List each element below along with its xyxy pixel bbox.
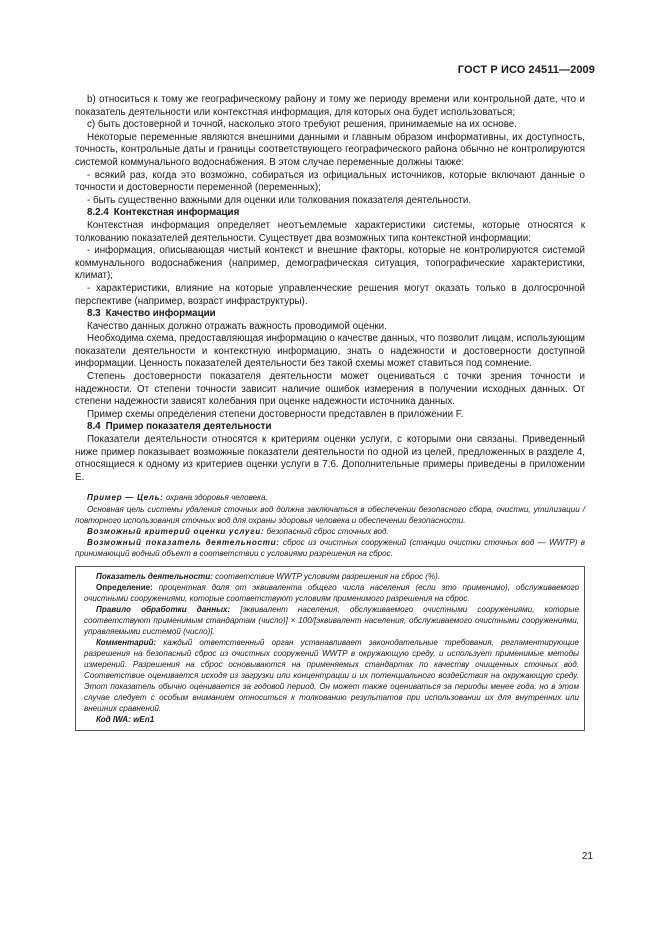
box-comment <box>84 637 579 714</box>
section-title: Качество информации <box>105 308 216 320</box>
criterion-label: Возможный критерий оценки услуги: <box>87 526 265 536</box>
example-block <box>75 492 585 559</box>
list-item: - всякий раз, когда это возможно, собираться из официальных источников, которые включают данные о точности и достоверности переменной (переменных); <box>75 169 585 194</box>
box-iwa-code: Код IWA: wEn1 <box>96 714 155 724</box>
indicator-text: сброс из очистных сооружений (станции очистки сточных вод — WWTP) в принимающий водный объект в соответствии с условиями разрешения на сброс. <box>75 537 585 558</box>
paragraph: c) быть достоверной и точной, насколько этого требуют решения, принимаемые на их основе. <box>87 119 517 131</box>
box-definition-text: процентная доля от эквивалента общего числа населения (если это применимо), обслуживаемого очистными сооружениями, которые соответствуют условиям применимого разрешения на сброс. <box>84 582 579 603</box>
box-indicator <box>84 571 579 582</box>
paragraph: b) относиться к тому же географическому району и тому же периоду времени или контрольной дате, что и показатель деятельности или контекстная информация, для которых она будет использоваться; <box>75 94 585 118</box>
paragraph: Некоторые переменные являются внешними данными и главным образом информативны, их доступность, точность, контрольные даты и границы соответствующего географического района обычно не контролируются системой коммунального водоснабжения. В этом случае переменные должны также: <box>75 131 585 168</box>
page-number: 21 <box>581 851 593 862</box>
main-text <box>75 94 585 731</box>
paragraph: Степень достоверности показателя деятельности может оцениваться с точки зрения точности и надежности. От степени точности зависит наличие ошибок измерения в получении исходных данных. От степени надежности зависят колебания при оценке надежности источника данных. <box>75 371 585 408</box>
indicator-definition-box <box>75 566 585 731</box>
section-number: 8.3 <box>87 308 101 320</box>
paragraph: Пример схемы определения степени достоверности представлен в приложении F. <box>87 408 464 420</box>
box-indicator-text: соответствие WWTP условиям разрешения на сброс (%). <box>212 571 441 581</box>
example-label: Пример — Цель: <box>87 493 164 503</box>
paragraph: Качество данных должно отражать важность проводимой оценки. <box>87 320 387 332</box>
section-title: Контекстная информация <box>113 207 240 219</box>
list-item: - характеристики, влияние на которые управленческие решения могут оказать только в долгосрочной перспективе (например, возраст инфраструктуры). <box>75 282 585 307</box>
paragraph: Показатели деятельности относятся к критериям оценки услуги, с которыми они связаны. Приведенный ниже пример показывает возможные показатели деятельности по одной из целей, предложенных в разделе 4, относящиеся к одному из критериев оценки услуги в 7.6. Дополнительные примеры приведены в приложении Е. <box>75 434 585 483</box>
section-heading-8-2-4 <box>75 207 585 220</box>
example-paragraph: Основная цель системы удаления сточных вод должна заключаться в обеспечении безопасного сбора, очистки, утилизации /повторного использования сточных вод для охраны здоровья человека и обеспечении безопасности. <box>75 504 585 525</box>
section-heading-8-4 <box>75 421 585 434</box>
box-rule-text: [эквивалент населения, обслуживаемого очистными сооружениями, которые соответствуют применимым стандартам (число)] × 100/[эквивалент населения, обслуживаемого очистными сооружениями, управляемыми системой (число)]. <box>84 604 579 636</box>
example-goal-text: охрана здоровья человека. <box>163 493 268 503</box>
section-heading-8-3 <box>75 308 585 321</box>
box-comment-text: каждый ответственный орган устанавливает законодательные требования, регламентирующие разрешения на безопасный сброс из очистных сооружений WWTP в окружающую среду, и использует применимые методы измерений. Разрешения на сброс основываются на применяемых стандартах по качеству очищенных сточных вод. Соответствие оценивается исходя из загрузки или концентрации и их потенциального воздействия на окружающую среду. Этот показатель обычно оценивается за годовой период. Он может также оцениваться за периоды менее года, но в этом случае следует с особым вниманием относиться к толкованию результатов при использовании их для внутренних или внешних сравнений. <box>84 637 579 713</box>
section-title: Пример показателя деятельности <box>105 421 272 433</box>
box-comment-label: Комментарий: <box>96 637 157 647</box>
paragraph: Необходима схема, предоставляющая информацию о качестве данных, что позволит лицам, использующим показатели деятельности и контекстную информацию, знать о надежности и достоверности доступной информации. Ценность показателей деятельности без такой схемы может ставиться под сомнение. <box>75 333 585 370</box>
example-goal <box>75 492 585 503</box>
box-definition-label: Определение: <box>96 582 153 592</box>
example-indicator <box>75 537 585 559</box>
list-item: - быть существенно важными для оценки или толкования показателя деятельности. <box>87 194 472 206</box>
box-indicator-label: Показатель деятельности: <box>96 571 213 581</box>
box-definition <box>84 582 579 604</box>
page-header-standard: ГОСТ Р ИСО 24511—2009 <box>457 64 595 76</box>
list-item: - информация, описывающая чистый контекст и внешние факторы, которые не контролируются системой коммунального водоснабжения (например, демографическая ситуация, топографические характеристики, климат); <box>75 245 585 282</box>
box-rule <box>84 604 579 637</box>
indicator-label: Возможный показатель деятельности: <box>87 537 280 547</box>
box-rule-label: Правило обработки данных: <box>96 604 231 614</box>
paragraph: Контекстная информация определяет неотъемлемые характеристики системы, которые относятся к толкованию показателей деятельности. Существует два возможных типа контекстной информации: <box>75 219 585 244</box>
section-number: 8.2.4 <box>87 207 109 219</box>
criterion-text: безопасный сброс сточных вод. <box>264 526 389 536</box>
section-number: 8.4 <box>87 421 101 433</box>
example-criterion <box>75 526 585 537</box>
